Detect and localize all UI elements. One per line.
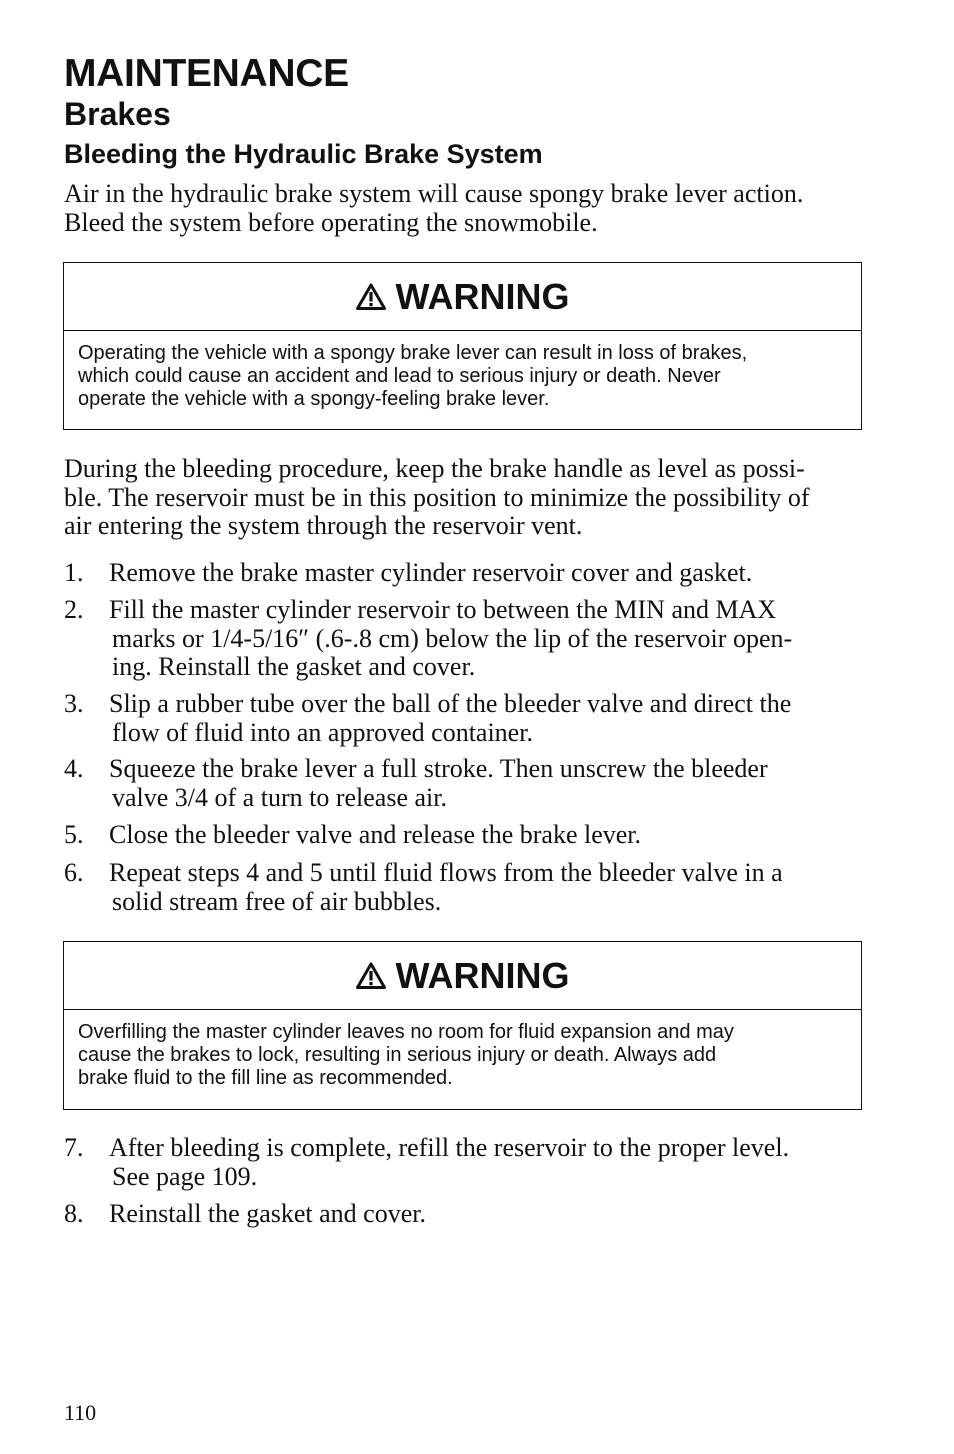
step-text <box>109 821 641 850</box>
step-line: Slip a rubber tube over the ball of the bleeder valve and direct the <box>109 689 792 718</box>
warning-title: WARNING <box>395 275 570 317</box>
intro-paragraph <box>64 180 864 237</box>
intro-line: Bleed the system before operating the snowmobile. <box>64 207 598 237</box>
warning-box-overfilling <box>63 941 862 1110</box>
step-line: Repeat steps 4 and 5 until fluid flows from the bleeder valve in a <box>109 858 783 887</box>
warning-box-spongy-lever <box>63 262 862 430</box>
step-line: Reinstall the gasket and cover. <box>109 1199 426 1228</box>
step-text <box>109 859 783 916</box>
warning-line: Overfilling the master cylinder leaves no room for fluid expansion and may <box>78 1021 734 1043</box>
step-line: valve 3/4 of a turn to release air. <box>112 782 447 812</box>
warning-line: Operating the vehicle with a spongy brake lever can result in loss of brakes, <box>78 342 748 364</box>
step-line: See page 109. <box>112 1161 258 1191</box>
intro-line: Air in the hydraulic brake system will cause spongy brake lever action. <box>64 179 804 208</box>
step-line: Fill the master cylinder reservoir to between the MIN and MAX <box>109 595 777 624</box>
page-number: 110 <box>64 1400 97 1425</box>
step-line: Close the bleeder valve and release the brake lever. <box>109 820 642 849</box>
warning-line: operate the vehicle with a spongy-feeling brake lever. <box>78 388 550 410</box>
warning-line: cause the brakes to lock, resulting in serious injury or death. Always add <box>78 1044 717 1066</box>
warning-line: brake fluid to the fill line as recommended. <box>78 1067 453 1089</box>
step-number: 3. <box>64 689 84 718</box>
topic-heading: Bleeding the Hydraulic Brake System <box>64 139 543 169</box>
step-text <box>109 755 768 812</box>
step-number: 8. <box>64 1199 84 1228</box>
section-title: MAINTENANCE <box>64 52 349 95</box>
step-line: marks or 1/4-5/16″ (.6-.8 cm) below the lip of the reservoir open- <box>112 623 793 653</box>
step-number: 4. <box>64 754 84 783</box>
warning-header <box>64 942 861 1010</box>
note-line: ble. The reservoir must be in this position to minimize the possibility of <box>64 482 810 512</box>
warning-title: WARNING <box>395 954 570 996</box>
step-line: Remove the brake master cylinder reservoir cover and gasket. <box>109 558 753 587</box>
step-text <box>109 1200 426 1229</box>
note-line: During the bleeding procedure, keep the brake handle as level as possi- <box>64 454 805 483</box>
step-number: 7. <box>64 1133 84 1162</box>
step-number: 6. <box>64 858 84 887</box>
step-line: solid stream free of air bubbles. <box>112 886 442 916</box>
step-line: Squeeze the brake lever a full stroke. Then unscrew the bleeder <box>109 754 768 783</box>
step-line: After bleeding is complete, refill the reservoir to the proper level. <box>109 1133 790 1162</box>
step-text <box>109 559 752 588</box>
step-text <box>109 1134 789 1191</box>
warning-line: which could cause an accident and lead to serious injury or death. Never <box>78 365 721 387</box>
warning-triangle-icon <box>356 283 386 310</box>
step-number: 5. <box>64 820 84 849</box>
warning-text <box>64 1010 861 1090</box>
step-number: 2. <box>64 595 84 624</box>
procedure-note-paragraph <box>64 455 864 541</box>
step-number: 1. <box>64 558 84 587</box>
step-text <box>109 596 792 682</box>
warning-header <box>64 263 861 331</box>
warning-triangle-icon <box>356 962 386 989</box>
note-line: air entering the system through the reservoir vent. <box>64 511 583 540</box>
warning-text <box>64 331 861 411</box>
step-text <box>109 690 791 747</box>
step-line: ing. Reinstall the gasket and cover. <box>112 652 476 681</box>
subsection-title: Brakes <box>64 96 171 132</box>
step-line: flow of fluid into an approved container. <box>112 717 533 747</box>
